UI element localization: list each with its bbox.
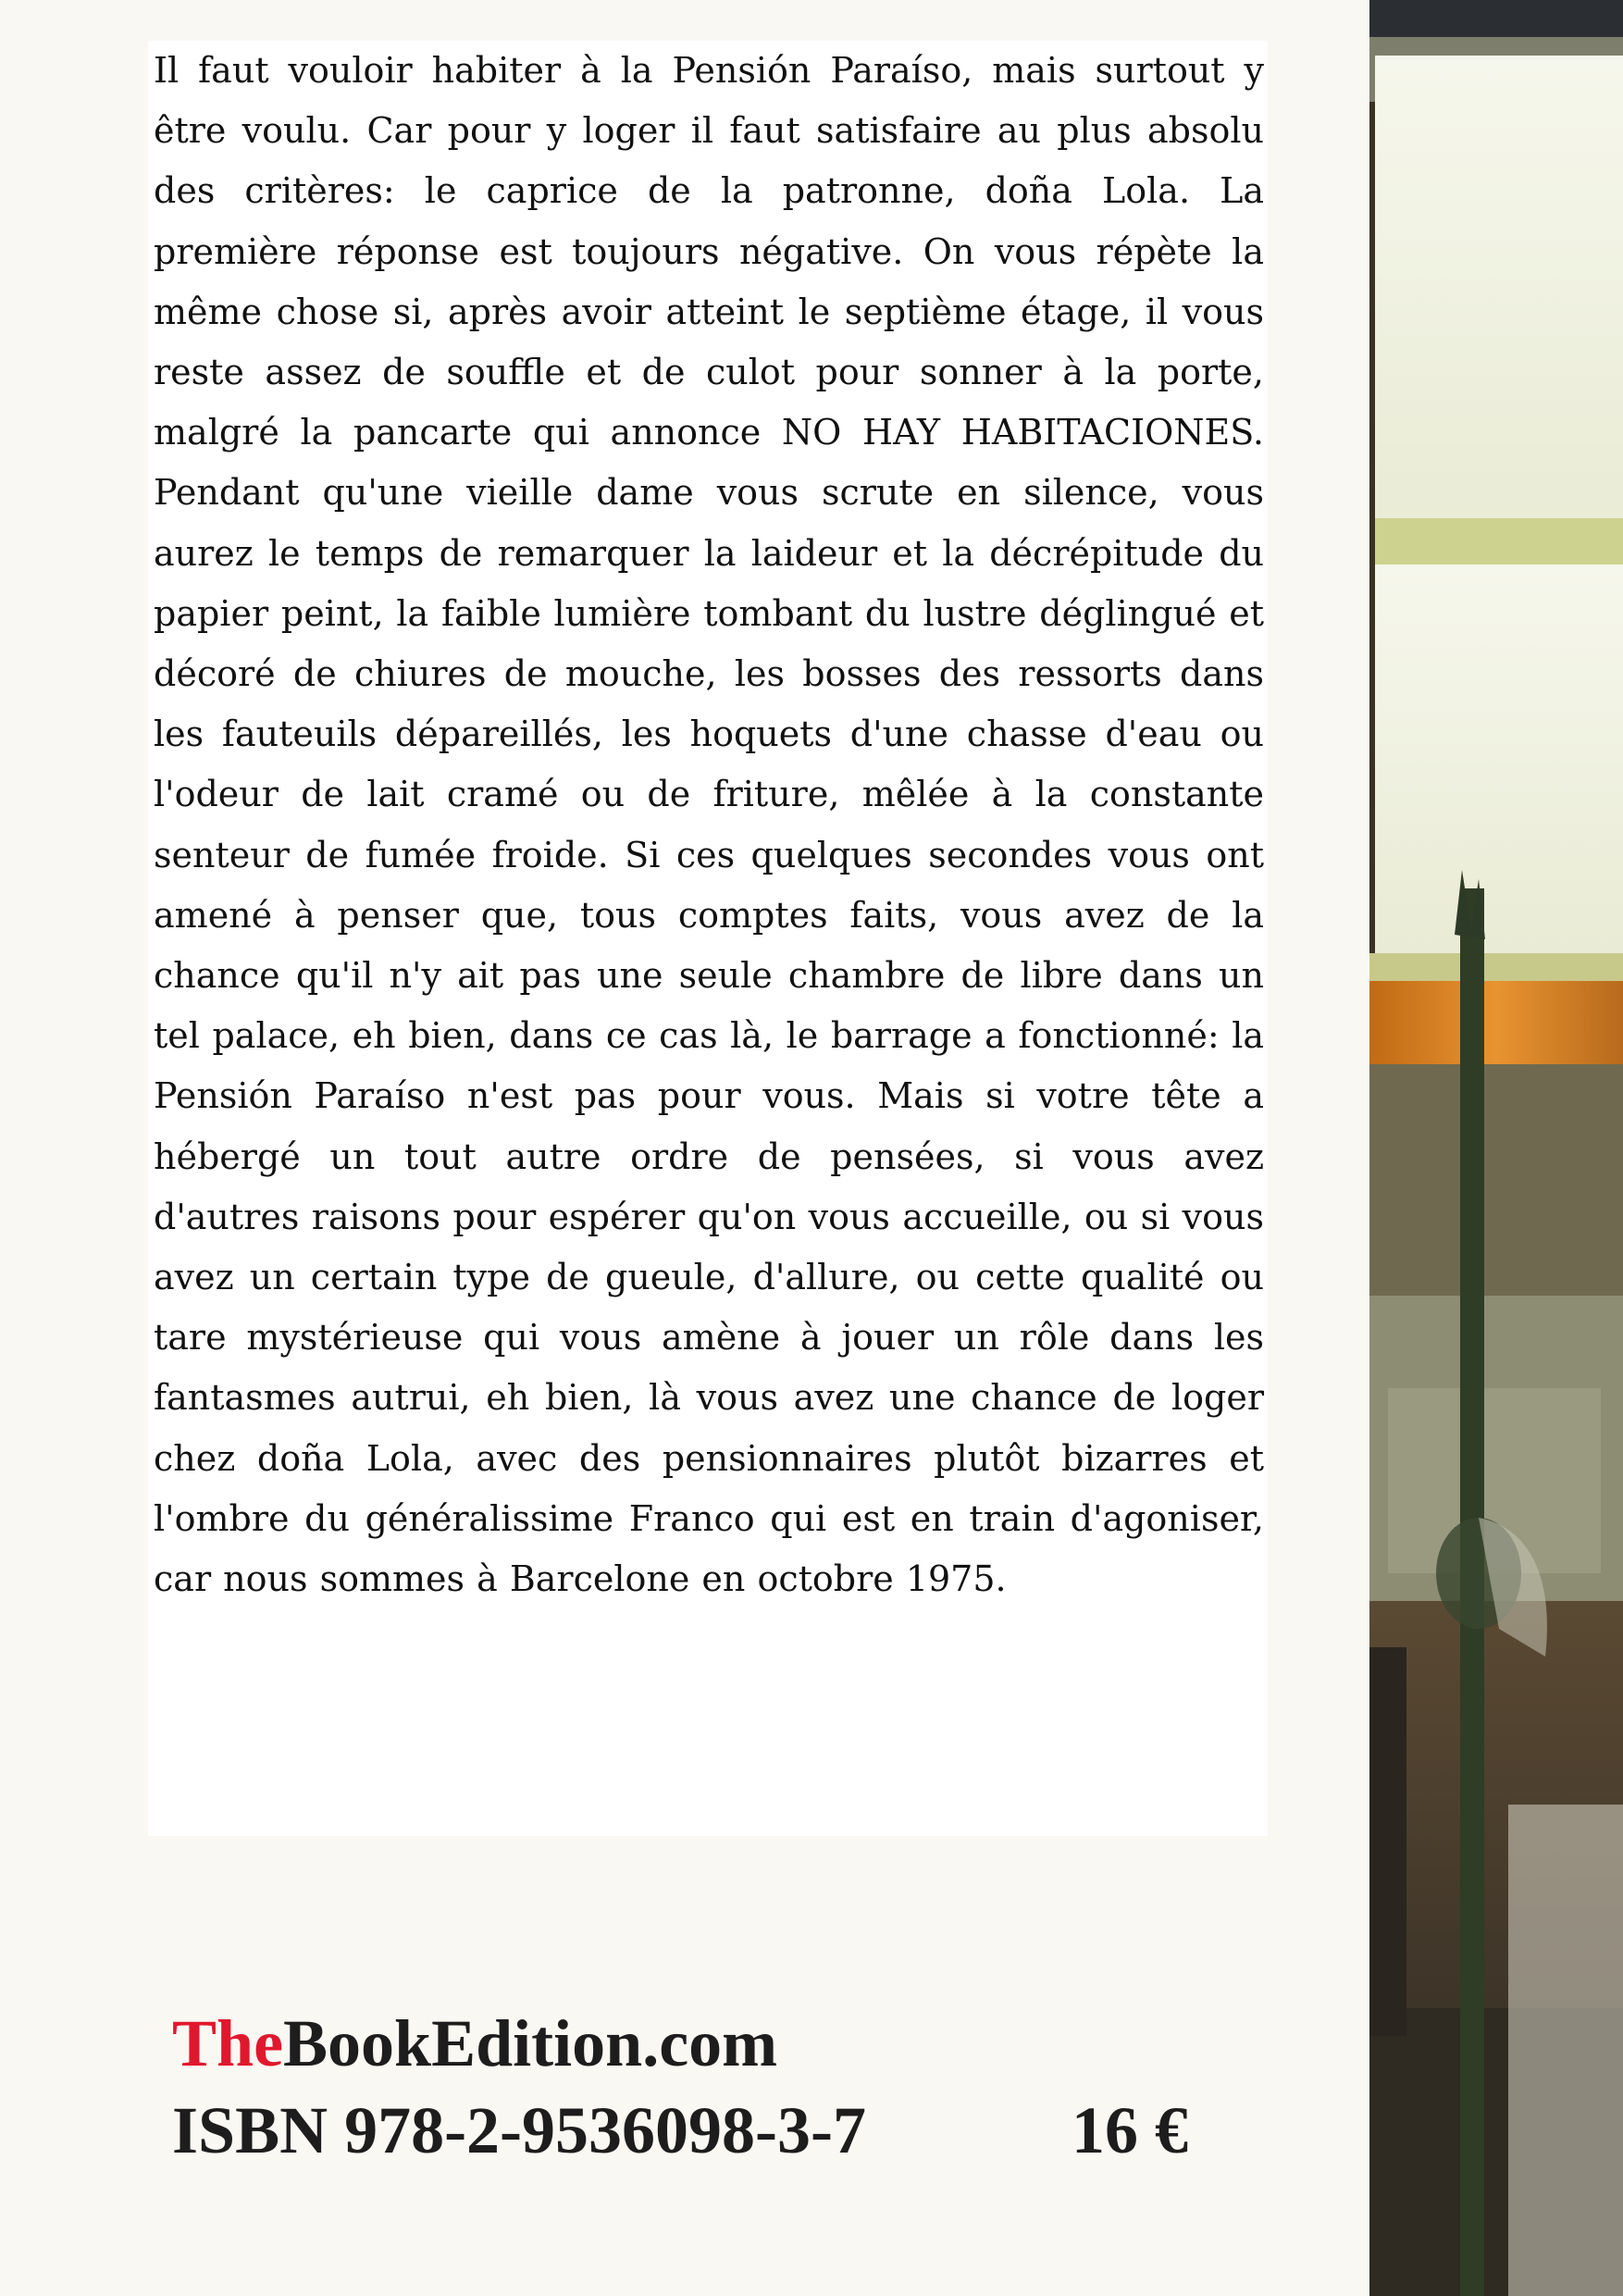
publisher-brand [172,2006,777,2080]
publisher-brand-rest: BookEdition.com [283,2006,778,2080]
cover-photo [1369,0,1623,2296]
blurb-text: Il faut vouloir habiter à la Pensión Paraíso, mais surtout y être voulu. Car pour y loger il faut satisfaire au plus absolu des critères: le caprice de la patronne, doña Lola. La première réponse est toujours négative. On vous répète la même chose si, après avoir atteint le septième étage, il vous reste assez de souffle et de culot pour sonner à la porte, malgré la pancarte qui annonce NO HAY HABITACIONES. Pendant qu'une vieille dame vous scrute en silence, vous aurez le temps de remarquer la laideur et la décrépitude du papier peint, la faible lumière tombant du lustre déglingué et décoré de chiures de mouche, les bosses des ressorts dans les fauteuils dépareillés, les hoquets d'une chasse d'eau ou l'odeur de lait cramé ou de friture, mêlée à la constante senteur de fumée froide. Si ces quelques secondes vous ont amené à penser que, tous comptes faits, vous avez de la chance qu'il n'y ait pas une seule chambre de libre dans un tel palace, eh bien, dans ce cas là, le barrage a fonctionné: la Pensión Paraíso n'est pas pour vous. Mais si votre tête a hébergé un tout autre ordre de pensées, si vous avez d'autres raisons pour espérer qu'on vous accueille, ou si vous avez un certain type de gueule, d'allure, ou cette qualité ou tare mystérieuse qui vous amène à jouer un rôle dans les fantasmes autrui, eh bien, là vous avez une chance de loger chez doña Lola, avec des pensionnaires plutôt bizarres et l'ombre du généralissime Franco qui est en train d'agoniser, car nous sommes à Barcelone en octobre 1975. [154,50,1264,1600]
isbn: ISBN 978-2-9536098-3-7 [172,2093,866,2167]
publisher-brand-the: The [172,2006,284,2080]
price: 16 € [1072,2093,1188,2167]
